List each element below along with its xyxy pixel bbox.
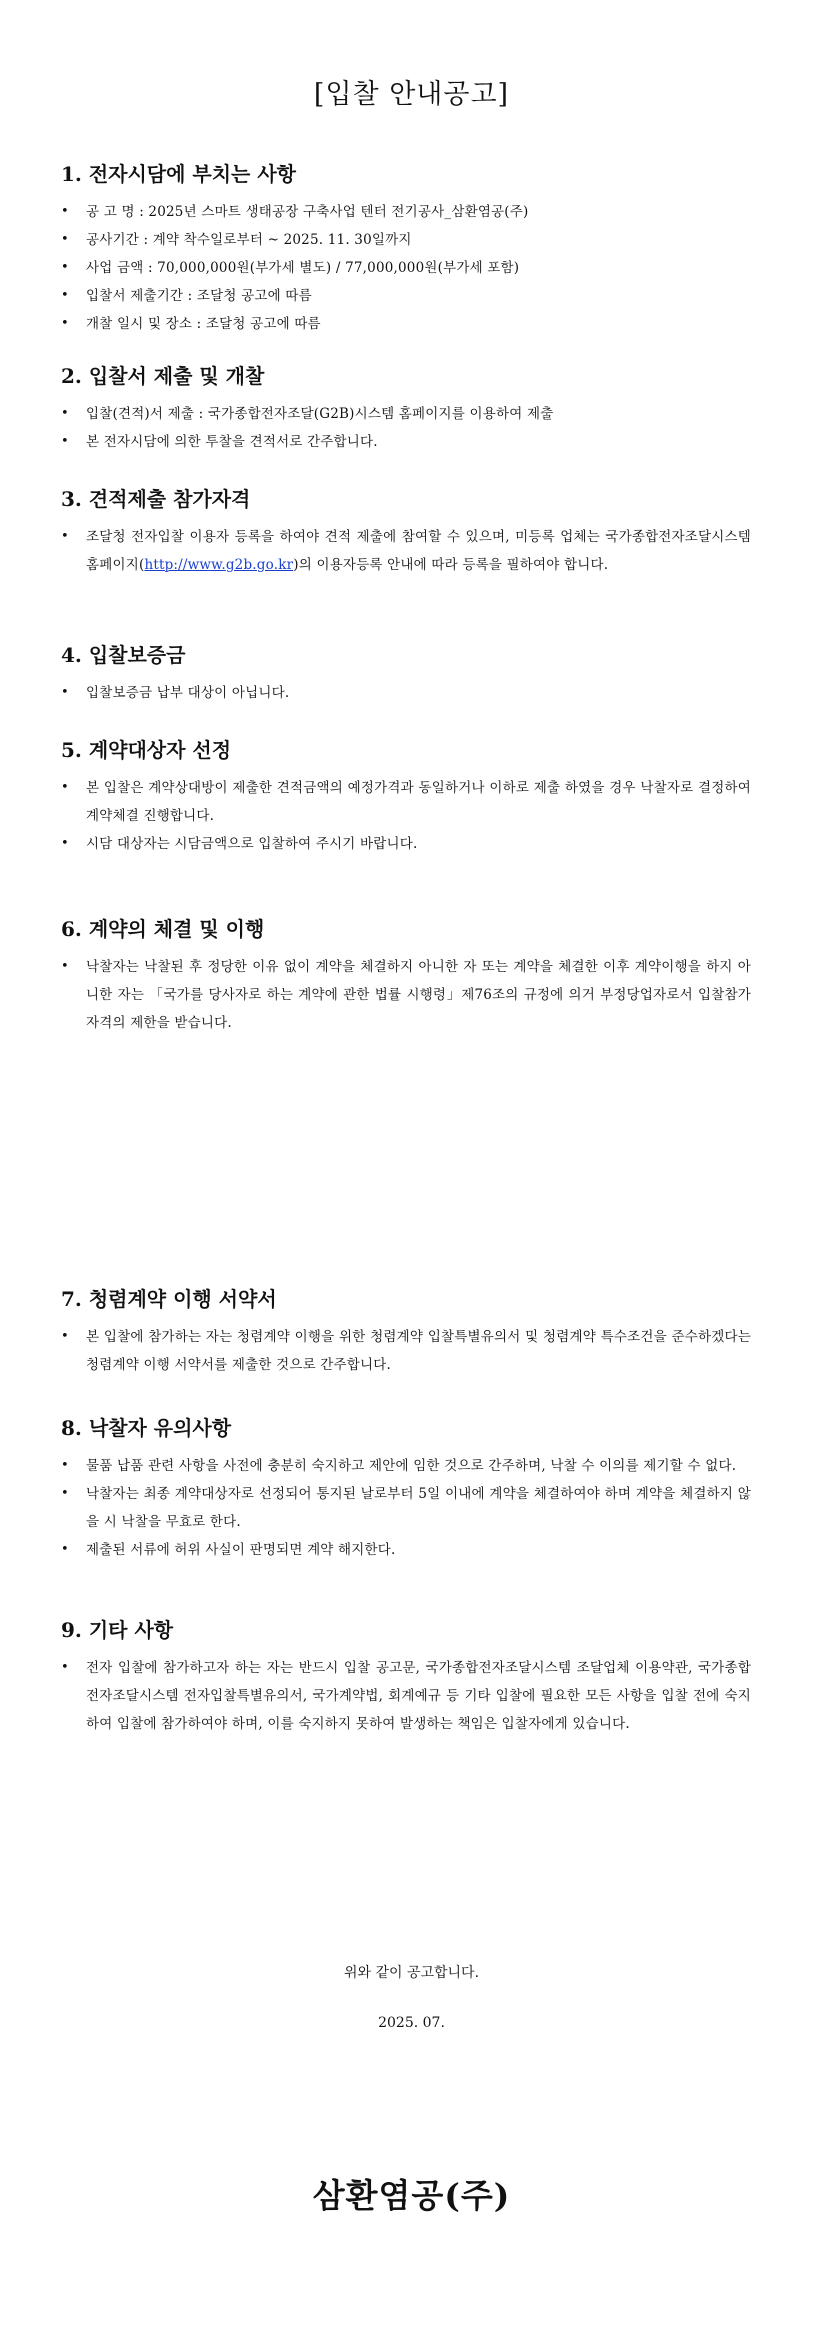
- page-title: [입찰 안내공고]: [313, 79, 510, 110]
- list-item: • 낙찰자는 최종 계약대상자로 선정되어 통지된 날로부터 5일 이내에 계약을 체결하여야 하며 계약을 체결하지 않을 시 낙찰을 무효로 한다.: [61, 1480, 751, 1536]
- list-item: • 본 전자시담에 의한 투찰을 견적서로 간주합니다.: [61, 428, 751, 456]
- section-1-list: [61, 198, 751, 338]
- list-item: • 본 입찰에 참가하는 자는 청렴계약 이행을 위한 청렴계약 입찰특별유의서 및 청렴계약 특수조건을 준수하겠다는 청렴계약 이행 서약서를 제출한 것으로 간주합니다.: [61, 1323, 751, 1379]
- list-item: • 전자 입찰에 참가하고자 하는 자는 반드시 입찰 공고문, 국가종합전자조달시스템 조달업체 이용약관, 국가종합전자조달시스템 전자입찰특별유의서, 국가계약법, 회계예규 등 기타 입찰에 필요한 모든 사항을 입찰 전에 숙지하여 입찰에 참가하여야 하며, 이를 숙지하지 못하여 발생하는 책임은 입찰자에게 있습니다.: [61, 1654, 751, 1738]
- section-9-heading: 9. 기타 사항: [61, 1618, 174, 1642]
- section-8-list: [61, 1452, 751, 1564]
- section-9: [61, 1616, 751, 1738]
- section-1-heading: 1. 전자시담에 부치는 사항: [61, 162, 296, 186]
- section-2-list: [61, 400, 751, 456]
- list-item: • 입찰보증금 납부 대상이 아닙니다.: [61, 679, 751, 707]
- section-6-heading: 6. 계약의 체결 및 이행: [61, 917, 265, 941]
- list-item: • 공사기간 : 계약 착수일로부터 ~ 2025. 11. 30일까지: [61, 226, 751, 254]
- section-8: [61, 1414, 751, 1564]
- list-item: • 사업 금액 : 70,000,000원(부가세 별도) / 77,000,000원(부가세 포함): [61, 254, 751, 282]
- list-item: • 개찰 일시 및 장소 : 조달청 공고에 따름: [61, 310, 751, 338]
- section-9-list: [61, 1654, 751, 1738]
- section-5: [61, 736, 751, 858]
- section-7-heading: 7. 청렴계약 이행 서약서: [61, 1287, 277, 1311]
- section-5-list: [61, 774, 751, 858]
- list-item: [61, 523, 751, 579]
- section-2-heading: 2. 입찰서 제출 및 개찰: [61, 364, 265, 388]
- list-item: • 제출된 서류에 허위 사실이 판명되면 계약 해지한다.: [61, 1536, 751, 1564]
- notice-date: 2025. 07.: [378, 2015, 445, 2031]
- list-item: • 시담 대상자는 시담금액으로 입찰하여 주시기 바랍니다.: [61, 830, 751, 858]
- g2b-link[interactable]: http://www.g2b.go.kr: [144, 557, 294, 573]
- section-8-heading: 8. 낙찰자 유의사항: [61, 1416, 232, 1440]
- list-item-text: 조달청 전자입찰 이용자 등록을 하여야 견적 제출에 참여할 수 있으며, 미등록 업체는 국가종합전자조달시스템 홈페이지(: [86, 529, 751, 573]
- list-item: • 물품 납품 관련 사항을 사전에 충분히 숙지하고 제안에 임한 것으로 간주하며, 낙찰 수 이의를 제기할 수 없다.: [61, 1452, 751, 1480]
- section-4: [61, 641, 751, 707]
- list-item: • 공 고 명 : 2025년 스마트 생태공장 구축사업 텐터 전기공사_삼환염공(주): [61, 198, 751, 226]
- section-4-list: [61, 679, 751, 707]
- list-item: • 본 입찰은 계약상대방이 제출한 견적금액의 예정가격과 동일하거나 이하로 제출 하였을 경우 낙찰자로 결정하여 계약체결 진행합니다.: [61, 774, 751, 830]
- closing-text: 위와 같이 공고합니다.: [343, 1965, 480, 1981]
- company-name: 삼환염공(주): [312, 2176, 511, 2215]
- list-item-text: )의 이용자등록 안내에 따라 등록을 필하여야 합니다.: [293, 557, 609, 573]
- section-3: [61, 485, 751, 579]
- section-5-heading: 5. 계약대상자 선정: [61, 738, 232, 762]
- section-7: [61, 1285, 751, 1379]
- section-3-list: [61, 523, 751, 579]
- list-item: • 입찰서 제출기간 : 조달청 공고에 따름: [61, 282, 751, 310]
- section-1: [61, 160, 751, 338]
- list-item: • 낙찰자는 낙찰된 후 정당한 이유 없이 계약을 체결하지 아니한 자 또는 계약을 체결한 이후 계약이행을 하지 아니한 자는 「국가를 당사자로 하는 계약에 관한 법률 시행령」제76조의 규정에 의거 부정당업자로서 입찰참가 자격의 제한을 받습니다.: [61, 953, 751, 1037]
- section-3-heading: 3. 견적제출 참가자격: [61, 487, 251, 511]
- section-2: [61, 362, 751, 456]
- section-4-heading: 4. 입찰보증금: [61, 643, 186, 667]
- section-7-list: [61, 1323, 751, 1379]
- list-item: • 입찰(견적)서 제출 : 국가종합전자조달(G2B)시스템 홈페이지를 이용하여 제출: [61, 400, 751, 428]
- section-6-list: [61, 953, 751, 1037]
- section-6: [61, 915, 751, 1037]
